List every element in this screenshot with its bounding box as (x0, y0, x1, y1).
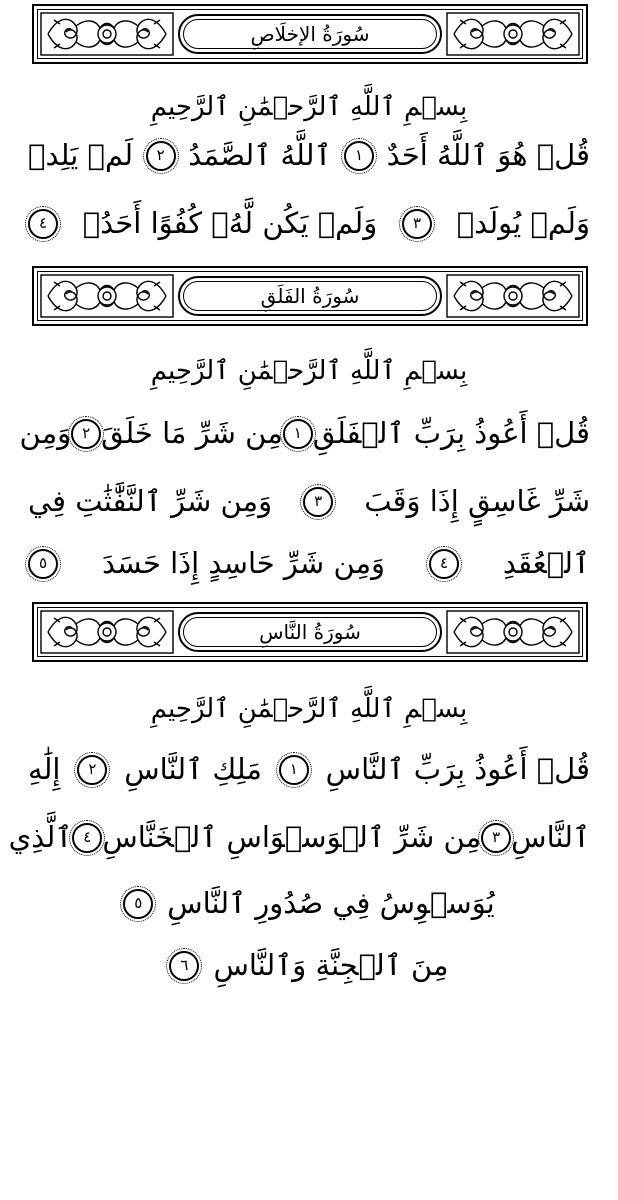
arabesque-ornament-icon (40, 274, 174, 318)
verse-number-marker: ٤ (429, 549, 459, 579)
verse-number-marker: ٦ (169, 951, 199, 981)
basmala: بِسۡمِ ٱللَّهِ ٱلرَّحۡمَٰنِ ٱلرَّحِيمِ (150, 694, 468, 724)
surah-name-cartouche (178, 14, 442, 54)
verse-text: قُلۡ أَعُوذُ بِرَبِّ ٱلۡفَلَقِ (312, 416, 590, 450)
verse-number-marker: ٢ (146, 141, 176, 171)
verse-text: ٱلنَّاسِ (511, 820, 590, 854)
quran-line (8, 820, 590, 854)
arabesque-ornament-icon (446, 610, 580, 654)
quran-line (28, 548, 590, 580)
verse-text: مِن شَرِّ مَا خَلَقَ (101, 416, 283, 450)
quran-line (28, 486, 590, 518)
surah-name-cartouche (178, 276, 442, 316)
surah-title: سُورَةُ الإخلَاصِ (250, 22, 370, 46)
arabesque-ornament-icon (40, 610, 174, 654)
surah-title: سُورَةُ النَّاسِ (259, 620, 361, 644)
verse-text: وَلَمۡ يُولَدۡ (456, 206, 590, 240)
quran-line (28, 208, 590, 240)
verse-text: وَمِن (19, 416, 72, 450)
verse-text: إِلَٰهِ (28, 752, 61, 786)
arabesque-ornament-icon (446, 12, 580, 56)
verse-text: ٱلۡعُقَدِ (502, 546, 590, 580)
verse-number-marker: ١ (279, 755, 309, 785)
verse-text: مَلِكِ ٱلنَّاسِ (124, 752, 262, 786)
verse-text: شَرِّ غَاسِقٍ إِذَا وَقَبَ (364, 484, 590, 518)
verse-number-marker: ٥ (28, 549, 58, 579)
quran-line (28, 754, 590, 786)
verse-text: قُلۡ أَعُوذُ بِرَبِّ ٱلنَّاسِ (325, 752, 590, 786)
surah-title: سُورَةُ الفَلَقِ (260, 284, 360, 308)
verse-number-marker: ٣ (303, 487, 333, 517)
verse-number-marker: ٣ (402, 209, 432, 239)
verse-text: وَمِن شَرِّ حَاسِدٍ إِذَا حَسَدَ (101, 546, 386, 580)
verse-text: مِنَ ٱلۡجِنَّةِ وَٱلنَّاسِ (213, 948, 449, 982)
surah-name-cartouche (178, 612, 442, 652)
verse-text: وَمِن شَرِّ ٱلنَّفَّٰثَٰتِ فِي (28, 484, 273, 518)
verse-text: ٱلَّذِي (8, 820, 73, 854)
verse-text: يُوَسۡوِسُ فِي صُدُورِ ٱلنَّاسِ (167, 886, 495, 920)
verse-text: لَمۡ يَلِدۡ (28, 138, 134, 172)
basmala: بِسۡمِ ٱللَّهِ ٱلرَّحۡمَٰنِ ٱلرَّحِيمِ (150, 92, 468, 122)
verse-number-marker: ٢ (71, 419, 101, 449)
quran-line (28, 950, 590, 982)
verse-number-marker: ٣ (481, 823, 511, 853)
verse-number-marker: ٢ (77, 755, 107, 785)
verse-number-marker: ٥ (123, 889, 153, 919)
quran-line (28, 888, 590, 920)
verse-text: مِن شَرِّ ٱلۡوَسۡوَاسِ ٱلۡخَنَّاسِ (102, 820, 482, 854)
quran-line (28, 140, 590, 172)
quran-line (19, 416, 590, 450)
verse-number-marker: ١ (283, 419, 313, 449)
verse-text: وَلَمۡ يَكُن لَّهُۥ كُفُوًا أَحَدُۢ (82, 206, 378, 240)
verse-number-marker: ١ (344, 141, 374, 171)
surah-header-falaq (32, 266, 588, 326)
verse-number-marker: ٤ (72, 823, 102, 853)
verse-text: قُلۡ هُوَ ٱللَّهُ أَحَدٌ (386, 138, 590, 172)
surah-header-nas (32, 602, 588, 662)
arabesque-ornament-icon (40, 12, 174, 56)
surah-header-ikhlas (32, 4, 588, 64)
verse-text: ٱللَّهُ ٱلصَّمَدُ (188, 138, 332, 172)
verse-number-marker: ٤ (28, 209, 58, 239)
basmala: بِسۡمِ ٱللَّهِ ٱلرَّحۡمَٰنِ ٱلرَّحِيمِ (150, 356, 468, 386)
arabesque-ornament-icon (446, 274, 580, 318)
